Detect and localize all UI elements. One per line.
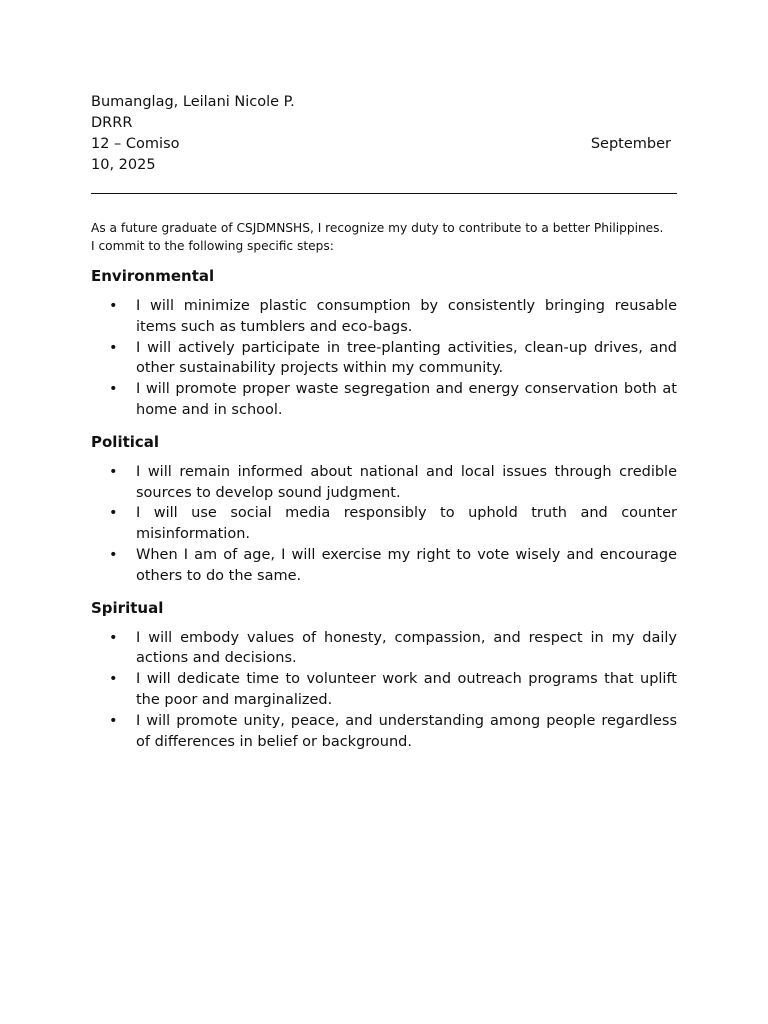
- list-item-text: I will dedicate time to volunteer work and outreach programs that uplift the poor and marginalized.: [136, 671, 677, 708]
- bullet-icon: •: [109, 463, 118, 480]
- bullet-icon: •: [109, 381, 118, 398]
- list-item-text: I will promote proper waste segregation and energy conservation both at home and in school.: [136, 381, 677, 418]
- section-date-row: [91, 134, 677, 155]
- document-header: [91, 92, 677, 176]
- bullet-icon: •: [109, 671, 118, 688]
- list-item: [91, 711, 677, 753]
- list-item: [91, 669, 677, 711]
- bullet-icon: •: [109, 505, 118, 522]
- date-day-year: 10, 2025: [91, 157, 156, 173]
- intro-statement: As a future graduate of CSJDMNSHS, I recognize my duty to contribute to a better Philippines.: [91, 221, 664, 235]
- list-item-text: I will minimize plastic consumption by consistently bringing reusable items such as tumblers and eco-bags.: [136, 298, 677, 335]
- list-item: [91, 462, 677, 504]
- list-item-text: I will use social media responsibly to uphold truth and counter misinformation.: [136, 505, 677, 543]
- list-item: [91, 379, 677, 421]
- document-page: [91, 92, 677, 752]
- list-item-text: I will embody values of honesty, compassion, and respect in my daily actions and decisions.: [136, 629, 677, 667]
- section-title-environmental: Environmental: [91, 267, 215, 285]
- list-item: [91, 628, 677, 670]
- list-item: [91, 545, 677, 587]
- list-item-text: I will promote unity, peace, and understanding among people regardless of differences in belief or background.: [136, 712, 677, 750]
- section-environmental: [91, 266, 677, 421]
- list-item-text: When I am of age, I will exercise my right to vote wisely and encourage others to do the same.: [136, 546, 677, 584]
- list-item: [91, 503, 677, 545]
- section-title-political: Political: [91, 432, 160, 451]
- bullet-list-environmental: [91, 296, 677, 421]
- header-divider: [91, 193, 677, 194]
- section-title-spiritual: Spiritual: [91, 598, 164, 617]
- list-item-text: I will remain informed about national and local issues through credible sources to develop sound judgment.: [136, 463, 677, 501]
- bullet-icon: •: [109, 546, 118, 563]
- section-spiritual: [91, 598, 677, 753]
- bullet-list-political: [91, 462, 677, 587]
- list-item: [91, 296, 677, 338]
- intro-commitment: I commit to the following specific steps:: [91, 238, 334, 253]
- student-name: Bumanglag, Leilani Nicole P.: [91, 94, 295, 110]
- bullet-icon: •: [109, 339, 118, 356]
- bullet-list-spiritual: [91, 628, 677, 753]
- bullet-icon: •: [109, 298, 118, 314]
- bullet-icon: •: [109, 712, 118, 729]
- subject-name: DRRR: [91, 115, 133, 131]
- date-month: September: [590, 136, 671, 152]
- bullet-icon: •: [109, 629, 118, 646]
- list-item: [91, 338, 677, 380]
- section-political: [91, 432, 677, 587]
- intro-paragraph: [91, 220, 677, 255]
- class-section: 12 – Comiso: [91, 136, 180, 152]
- list-item-text: I will actively participate in tree-planting activities, clean-up drives, and other sustainability projects within my community.: [136, 339, 677, 377]
